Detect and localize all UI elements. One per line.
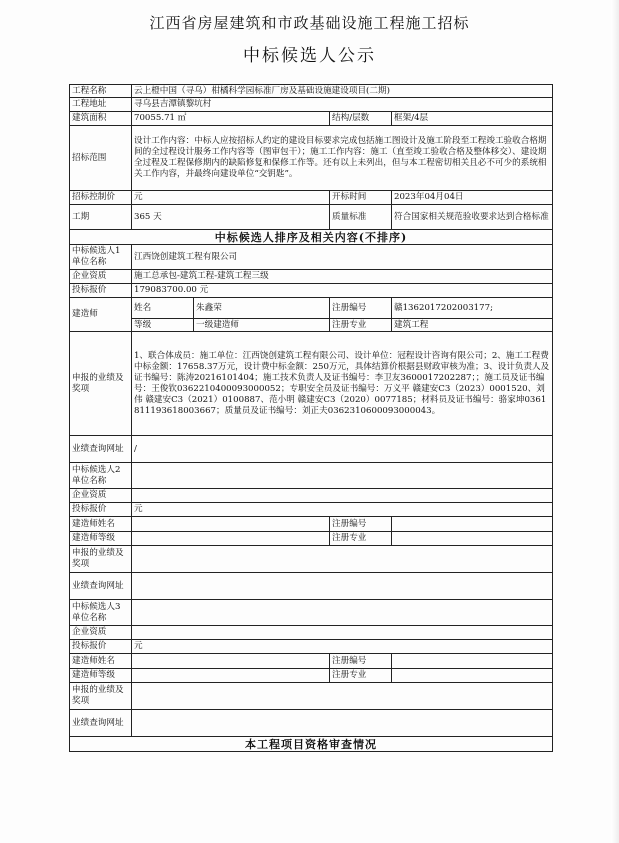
table-row (70, 737, 553, 752)
candidate1-qual-label: 企业资质 (70, 270, 132, 284)
candidate1-bid-label: 投标报价 (70, 284, 132, 298)
candidate3-perf-value (132, 683, 553, 710)
table-row (70, 319, 553, 332)
building-area-value: 70055.71 ㎡ (132, 112, 330, 126)
candidate1-unit-value: 江西饶创建筑工程有限公司 (132, 245, 553, 270)
candidate2-qual-label: 企业资质 (70, 489, 132, 503)
candidate1-perf-value: 1、联合体成员：施工单位：江西饶创建筑工程有限公司、设计单位：冠程设计咨询有限公司；2、施工工程费中标金额：17658.37万元，设计费中标金额：250万元，具体结算价根据县财政审核为准；3、设计负责人及证书编号：陈涛20216101404；施工技术负责人及证书编号：李卫友3600017202287；；施工员及证书编号：王俊钦0362210400093000052；专职安全员及证书编号：万义平 赣建安C3（2023）0001520、刘伟 赣建安C3（2021）0100887、范小明 赣建安C3（2020）0077185；材料员及证书编号：骆家坤0361811193618003667；质量员及证书编号：刘正夫0362310600093000043。 (132, 332, 553, 436)
candidate1-builder-label: 建造师 (70, 298, 132, 332)
document-subtitle: 中标候选人公示 (243, 46, 376, 66)
table-row (70, 532, 553, 546)
table-row (70, 270, 553, 284)
document-title: 江西省房屋建筑和市政基础设施工程施工招标 (149, 14, 470, 32)
candidate2-reg-no-value (392, 517, 553, 532)
price-cap-value: 元 (132, 191, 330, 205)
table-row (70, 230, 553, 245)
candidate1-name-value: 朱鑫荣 (194, 298, 330, 319)
candidate3-reg-major-value (392, 669, 553, 683)
candidate1-reg-no-label: 注册编号 (330, 298, 392, 319)
candidate3-builder-name-value (132, 654, 330, 669)
project-address-value: 寻乌县吉潭镇黎坑村 (132, 98, 553, 112)
table-row (70, 600, 553, 626)
candidate1-name-label: 姓名 (132, 298, 194, 319)
candidate1-perf-label: 申报的业绩及奖项 (70, 332, 132, 436)
table-row (70, 654, 553, 669)
table-row (70, 85, 553, 98)
candidate3-url-value (132, 710, 553, 737)
candidate2-perf-label: 申报的业绩及奖项 (70, 546, 132, 573)
candidate2-builder-grade-value (132, 532, 330, 546)
scope-value: 设计工作内容：中标人应按招标人约定的建设目标要求完成包括施工图设计及施工阶段至工程竣工验收合格期间的全过程设计服务工作内容等（图审包干）；施工工作内容：施工（直至竣工验收合格及整体移交）、建设期全过程及工程保修期内的缺陷修复和保修工作等。还有以上未列出，但与本工程密切相关且必不可少的系统相关工作内容，并最终向建设单位“交钥匙”。 (132, 126, 553, 191)
candidate2-builder-grade-label: 建造师等级 (70, 532, 132, 546)
table-row (70, 436, 553, 463)
candidate2-reg-major-label: 注册专业 (330, 532, 392, 546)
table-row (70, 126, 553, 191)
table-row (70, 640, 553, 654)
table-row (70, 332, 553, 436)
candidate3-reg-no-value (392, 654, 553, 669)
candidate3-reg-major-label: 注册专业 (330, 669, 392, 683)
candidate3-builder-grade-label: 建造师等级 (70, 669, 132, 683)
candidate2-qual-value (132, 489, 553, 503)
table-row (70, 284, 553, 298)
project-name-value: 云上橙中国（寻乌）柑橘科学园标准厂房及基础设施建设项目(二期) (132, 85, 553, 98)
candidate3-bid-value: 元 (132, 640, 553, 654)
open-time-value: 2023年04月04日 (392, 191, 553, 205)
open-time-label: 开标时间 (330, 191, 392, 205)
candidate1-bid-value: 179083700.00 元 (132, 284, 553, 298)
building-area-label: 建筑面积 (70, 112, 132, 126)
table-row (70, 573, 553, 600)
project-address-label: 工程地址 (70, 98, 132, 112)
candidate1-url-label: 业绩查询网址 (70, 436, 132, 463)
table-row (70, 98, 553, 112)
table-row (70, 245, 553, 270)
table-row (70, 298, 553, 319)
structure-value: 框架/4层 (392, 112, 553, 126)
candidate3-unit-value (132, 600, 553, 626)
candidate2-bid-value: 元 (132, 503, 553, 517)
candidate2-builder-name-value (132, 517, 330, 532)
candidate1-reg-no-value: 赣1362017202003177; (392, 298, 553, 319)
table-row (70, 191, 553, 205)
candidate1-url-value: / (132, 436, 553, 463)
table-row (70, 626, 553, 640)
candidate3-reg-no-label: 注册编号 (330, 654, 392, 669)
candidate3-bid-label: 投标报价 (70, 640, 132, 654)
candidate3-unit-label: 中标候选人3单位名称 (70, 600, 132, 626)
candidate2-perf-value (132, 546, 553, 573)
candidate2-unit-label: 中标候选人2单位名称 (70, 463, 132, 489)
table-row (70, 669, 553, 683)
page-edge-shadow (611, 0, 619, 843)
candidate1-reg-major-value: 建筑工程 (392, 319, 553, 332)
candidate2-unit-value (132, 463, 553, 489)
table-row (70, 503, 553, 517)
candidate1-reg-major-label: 注册专业 (330, 319, 392, 332)
section-heading-review: 本工程项目资格审查情况 (70, 737, 553, 752)
candidate3-builder-name-label: 建造师姓名 (70, 654, 132, 669)
candidate2-bid-label: 投标报价 (70, 503, 132, 517)
table-row (70, 112, 553, 126)
structure-label: 结构/层数 (330, 112, 392, 126)
candidate1-grade-label: 等级 (132, 319, 194, 332)
candidate1-grade-value: 一级建造师 (194, 319, 330, 332)
table-row (70, 710, 553, 737)
scope-label: 招标范围 (70, 126, 132, 191)
table-row (70, 489, 553, 503)
table-row (70, 546, 553, 573)
table-row (70, 463, 553, 489)
candidate2-url-value (132, 573, 553, 600)
table-row (70, 683, 553, 710)
table-row (70, 517, 553, 532)
candidate3-url-label: 业绩查询网址 (70, 710, 132, 737)
duration-value: 365 天 (132, 205, 330, 230)
candidate3-builder-grade-value (132, 669, 330, 683)
price-cap-label: 招标控制价 (70, 191, 132, 205)
announcement-table (69, 84, 553, 752)
candidate2-reg-major-value (392, 532, 553, 546)
candidate3-perf-label: 申报的业绩及奖项 (70, 683, 132, 710)
section-heading-ranking: 中标候选人排序及相关内容(不排序) (70, 230, 553, 245)
duration-label: 工期 (70, 205, 132, 230)
table-row (70, 205, 553, 230)
candidate1-qual-value: 施工总承包-建筑工程-建筑工程三级 (132, 270, 553, 284)
candidate3-qual-value (132, 626, 553, 640)
project-name-label: 工程名称 (70, 85, 132, 98)
candidate2-url-label: 业绩查询网址 (70, 573, 132, 600)
quality-label: 质量标准 (330, 205, 392, 230)
candidate2-reg-no-label: 注册编号 (330, 517, 392, 532)
candidate1-unit-label: 中标候选人1单位名称 (70, 245, 132, 270)
candidate3-qual-label: 企业资质 (70, 626, 132, 640)
quality-value: 符合国家相关规范验收要求达到合格标准 (392, 205, 553, 230)
candidate2-builder-name-label: 建造师姓名 (70, 517, 132, 532)
